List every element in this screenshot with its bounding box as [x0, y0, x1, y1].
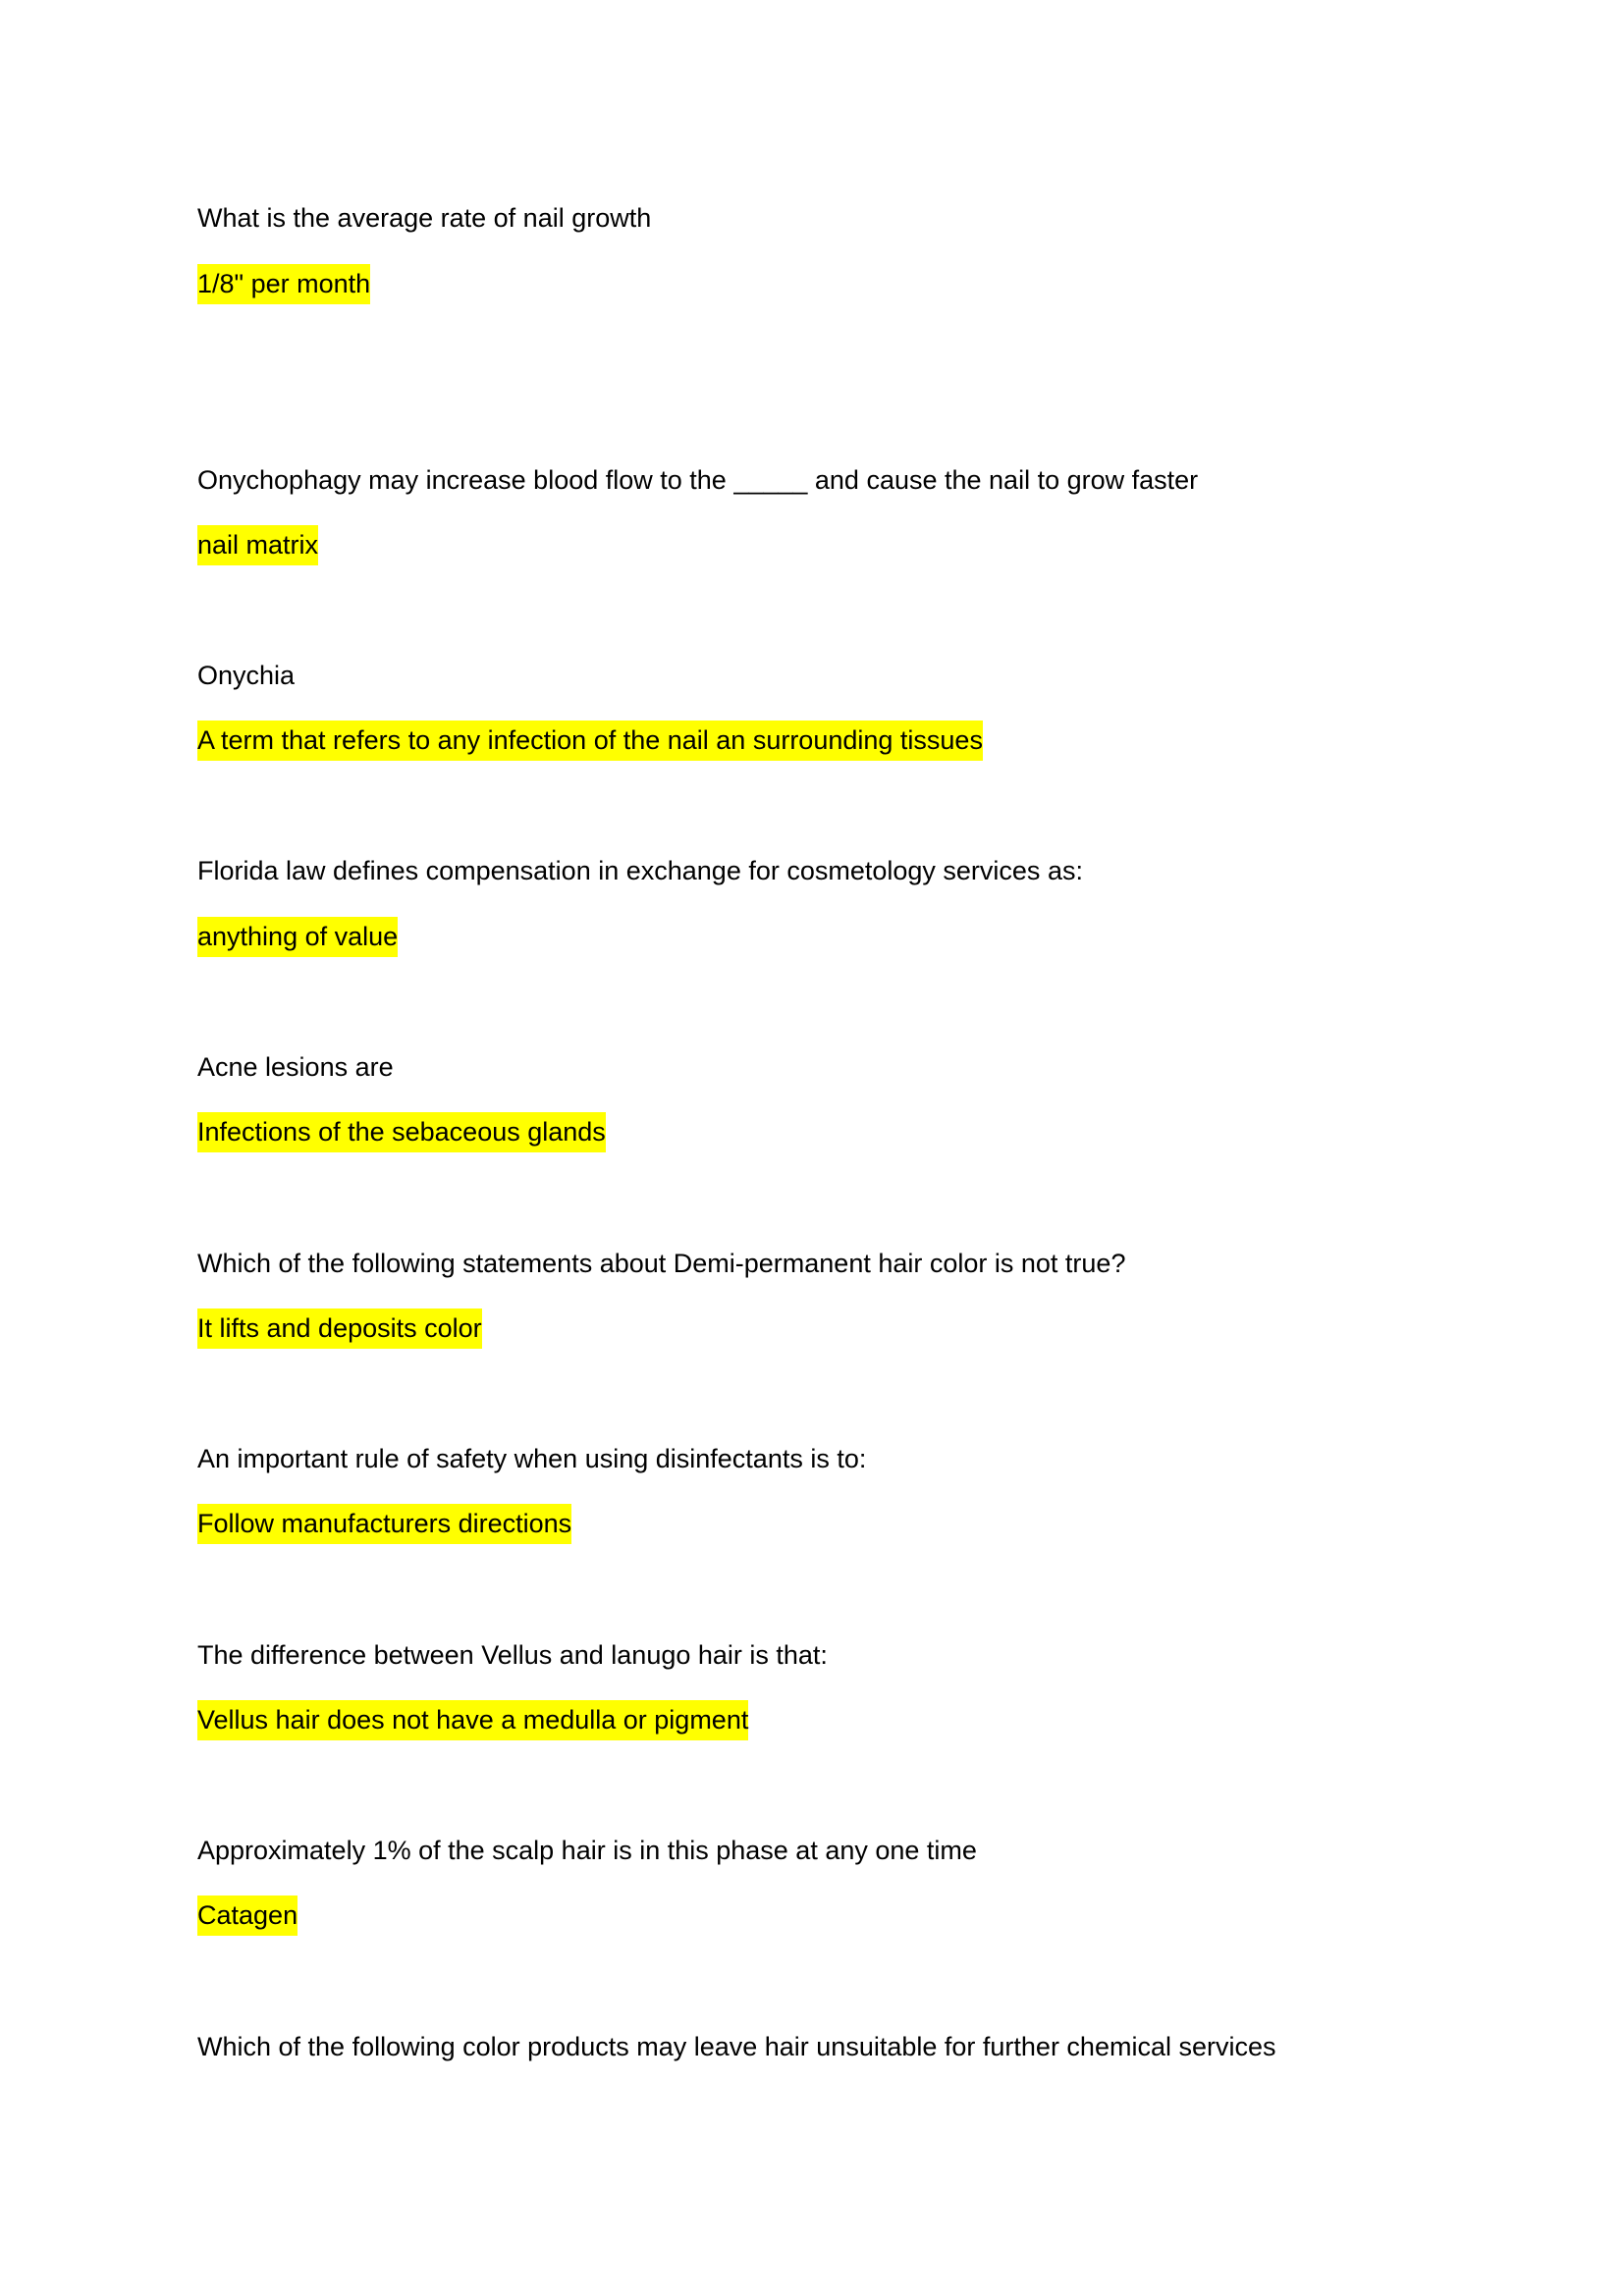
question-1: What is the average rate of nail growth [197, 203, 652, 233]
answer-highlight: anything of value [197, 917, 398, 957]
answer-6 [197, 1308, 482, 1349]
answer-highlight: Infections of the sebaceous glands [197, 1112, 606, 1152]
answer-8 [197, 1700, 748, 1740]
question-4: Florida law defines compensation in exchange for cosmetology services as: [197, 856, 1083, 885]
answer-highlight: 1/8" per month [197, 264, 370, 304]
question-3: Onychia [197, 661, 296, 690]
question-8: The difference between Vellus and lanugo hair is that: [197, 1640, 828, 1670]
answer-highlight: Catagen [197, 1896, 298, 1936]
answer-5 [197, 1112, 606, 1152]
answer-highlight: It lifts and deposits color [197, 1308, 482, 1349]
answer-highlight: Vellus hair does not have a medulla or pigment [197, 1700, 748, 1740]
answer-9 [197, 1896, 298, 1936]
question-2: Onychophagy may increase blood flow to the _____ and cause the nail to grow faster [197, 465, 1199, 495]
question-7: An important rule of safety when using disinfectants is to: [197, 1444, 867, 1473]
question-9: Approximately 1% of the scalp hair is in this phase at any one time [197, 1836, 977, 1865]
answer-4 [197, 917, 398, 957]
question-5: Acne lesions are [197, 1052, 394, 1082]
answer-1 [197, 264, 370, 304]
question-6: Which of the following statements about Demi-permanent hair color is not true? [197, 1249, 1126, 1278]
answer-highlight: A term that refers to any infection of the nail an surrounding tissues [197, 721, 983, 761]
answer-3 [197, 721, 983, 761]
answer-2 [197, 525, 318, 565]
answer-highlight: nail matrix [197, 525, 318, 565]
answer-7 [197, 1504, 571, 1544]
question-10: Which of the following color products may leave hair unsuitable for further chemical services [197, 2032, 1276, 2061]
answer-highlight: Follow manufacturers directions [197, 1504, 571, 1544]
